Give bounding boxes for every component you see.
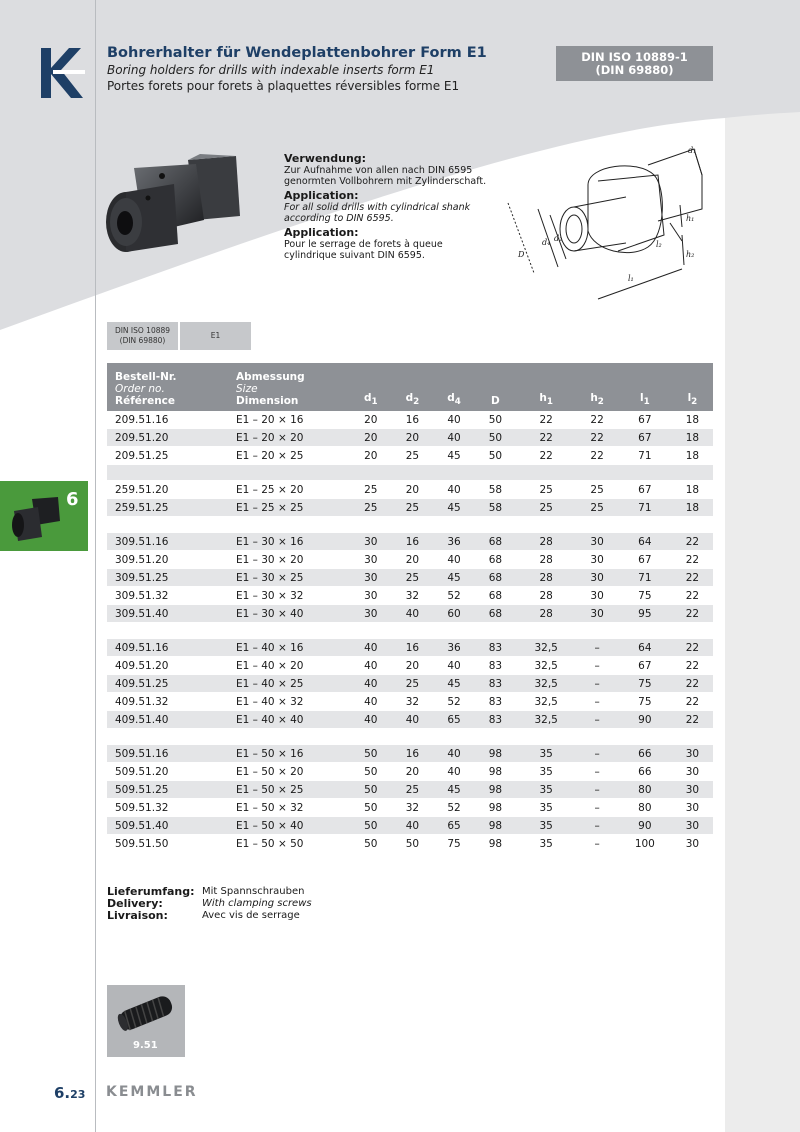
- value-cell: 50: [475, 411, 516, 429]
- value-cell: 20: [392, 481, 434, 499]
- value-cell: 32,5: [516, 675, 576, 693]
- margin-line: [95, 0, 96, 1132]
- dimension-cell: E1 – 30 × 25: [232, 569, 350, 587]
- order-number-cell: 409.51.20: [107, 657, 232, 675]
- table-row: [107, 763, 713, 781]
- dimension-cell: E1 – 50 × 50: [232, 835, 350, 853]
- accessory-card[interactable]: [107, 985, 185, 1057]
- group-spacer: [107, 465, 713, 481]
- value-cell: 40: [350, 657, 392, 675]
- svg-text:D: D: [518, 250, 525, 259]
- value-cell: 71: [618, 499, 672, 517]
- value-cell: 100: [618, 835, 672, 853]
- value-cell: 25: [392, 675, 434, 693]
- value-cell: 64: [618, 533, 672, 551]
- value-cell: –: [576, 835, 618, 853]
- value-cell: 22: [672, 657, 713, 675]
- header-order-no: Bestell-Nr. Order no. Référence: [107, 363, 232, 411]
- value-cell: 36: [433, 639, 475, 657]
- value-cell: 98: [475, 745, 516, 763]
- value-cell: 18: [672, 411, 713, 429]
- value-cell: 20: [392, 763, 434, 781]
- value-cell: –: [576, 799, 618, 817]
- dimension-cell: E1 – 50 × 40: [232, 817, 350, 835]
- value-cell: 30: [672, 763, 713, 781]
- value-cell: 68: [475, 551, 516, 569]
- value-cell: 22: [576, 447, 618, 465]
- value-cell: 28: [516, 551, 576, 569]
- value-cell: 50: [475, 429, 516, 447]
- header-dimension: Abmessung Size Dimension: [232, 363, 350, 411]
- table-row: [107, 551, 713, 569]
- delivery-label-english: Delivery:: [107, 897, 163, 910]
- value-cell: 40: [350, 675, 392, 693]
- value-cell: 83: [475, 657, 516, 675]
- order-number-cell: 309.51.25: [107, 569, 232, 587]
- form-box: E1: [180, 322, 251, 350]
- table-row: [107, 587, 713, 605]
- value-cell: 95: [618, 605, 672, 623]
- group-spacer: [107, 517, 713, 533]
- value-cell: 30: [350, 569, 392, 587]
- value-cell: 40: [392, 605, 434, 623]
- table-row: [107, 835, 713, 853]
- dimension-cell: E1 – 40 × 32: [232, 693, 350, 711]
- value-cell: 67: [618, 481, 672, 499]
- value-cell: 40: [433, 481, 475, 499]
- usage-heading-german: Verwendung:: [284, 152, 367, 165]
- value-cell: 25: [392, 499, 434, 517]
- dimension-cell: E1 – 25 × 25: [232, 499, 350, 517]
- order-number-cell: 409.51.16: [107, 639, 232, 657]
- delivery-label-german: Lieferumfang:: [107, 885, 195, 898]
- value-cell: 22: [672, 533, 713, 551]
- dimension-cell: E1 – 30 × 16: [232, 533, 350, 551]
- value-cell: 36: [433, 533, 475, 551]
- title-english: Boring holders for drills with indexable inserts form E1: [107, 63, 435, 77]
- value-cell: 25: [576, 481, 618, 499]
- kemmler-k-logo-icon: [39, 46, 85, 100]
- dimension-cell: E1 – 50 × 32: [232, 799, 350, 817]
- value-cell: 28: [516, 569, 576, 587]
- value-cell: 18: [672, 481, 713, 499]
- standard-line2: (DIN 69880): [119, 336, 166, 345]
- value-cell: 83: [475, 693, 516, 711]
- value-cell: 22: [672, 605, 713, 623]
- header-D: D: [475, 363, 516, 411]
- value-cell: 16: [392, 533, 434, 551]
- dimension-cell: E1 – 20 × 16: [232, 411, 350, 429]
- svg-text:l₁: l₁: [628, 274, 634, 283]
- specification-table: [107, 363, 713, 853]
- value-cell: 75: [618, 675, 672, 693]
- table-row: [107, 675, 713, 693]
- table-row: [107, 781, 713, 799]
- value-cell: 67: [618, 657, 672, 675]
- value-cell: 32,5: [516, 711, 576, 729]
- table-row: [107, 429, 713, 447]
- order-number-cell: 309.51.20: [107, 551, 232, 569]
- value-cell: 67: [618, 411, 672, 429]
- value-cell: –: [576, 657, 618, 675]
- value-cell: 35: [516, 763, 576, 781]
- din-line1: DIN ISO 10889-1: [581, 49, 688, 64]
- dimension-cell: E1 – 40 × 25: [232, 675, 350, 693]
- value-cell: 35: [516, 835, 576, 853]
- value-cell: 98: [475, 799, 516, 817]
- value-cell: –: [576, 817, 618, 835]
- value-cell: 60: [433, 605, 475, 623]
- order-number-cell: 509.51.25: [107, 781, 232, 799]
- value-cell: 66: [618, 763, 672, 781]
- value-cell: 20: [392, 429, 434, 447]
- table-row: [107, 605, 713, 623]
- value-cell: 16: [392, 745, 434, 763]
- value-cell: 75: [433, 835, 475, 853]
- value-cell: 30: [576, 587, 618, 605]
- delivery-value-english: With clamping screws: [202, 898, 312, 909]
- header-d1: $d_1$: [350, 363, 392, 411]
- title-french: Portes forets pour forets à plaquettes réversibles forme E1: [107, 79, 460, 93]
- order-number-cell: 209.51.25: [107, 447, 232, 465]
- value-cell: 68: [475, 587, 516, 605]
- value-cell: 22: [672, 711, 713, 729]
- order-number-cell: 509.51.20: [107, 763, 232, 781]
- order-number-cell: 509.51.16: [107, 745, 232, 763]
- table-row: [107, 447, 713, 465]
- value-cell: 50: [475, 447, 516, 465]
- dimension-cell: E1 – 40 × 20: [232, 657, 350, 675]
- value-cell: 30: [576, 605, 618, 623]
- value-cell: 98: [475, 763, 516, 781]
- order-number-cell: 409.51.32: [107, 693, 232, 711]
- value-cell: 25: [516, 499, 576, 517]
- technical-drawing-icon: [498, 135, 720, 305]
- value-cell: 65: [433, 711, 475, 729]
- order-number-cell: 309.51.16: [107, 533, 232, 551]
- order-number-cell: 409.51.25: [107, 675, 232, 693]
- value-cell: 20: [350, 429, 392, 447]
- value-cell: 30: [672, 835, 713, 853]
- value-cell: 67: [618, 429, 672, 447]
- dimension-cell: E1 – 30 × 20: [232, 551, 350, 569]
- value-cell: 18: [672, 499, 713, 517]
- svg-text:h₂: h₂: [686, 250, 695, 259]
- value-cell: –: [576, 781, 618, 799]
- table-row: [107, 411, 713, 429]
- value-cell: 22: [516, 429, 576, 447]
- value-cell: 30: [576, 569, 618, 587]
- value-cell: 22: [576, 411, 618, 429]
- table-row: [107, 745, 713, 763]
- value-cell: 25: [516, 481, 576, 499]
- group-spacer: [107, 623, 713, 639]
- value-cell: 22: [576, 429, 618, 447]
- title-block: [107, 44, 547, 94]
- usage-text-french: Pour le serrage de forets à queue cylindrique suivant DIN 6595.: [284, 239, 443, 261]
- value-cell: 32: [392, 587, 434, 605]
- value-cell: –: [576, 693, 618, 711]
- value-cell: 32: [392, 799, 434, 817]
- clamping-screw-icon: [107, 985, 185, 1041]
- value-cell: 52: [433, 587, 475, 605]
- usage-heading-english: Application:: [284, 189, 359, 202]
- value-cell: 30: [576, 533, 618, 551]
- order-number-cell: 509.51.50: [107, 835, 232, 853]
- value-cell: 40: [433, 551, 475, 569]
- value-cell: 20: [392, 551, 434, 569]
- section-tab[interactable]: [0, 481, 88, 551]
- value-cell: 35: [516, 745, 576, 763]
- value-cell: 20: [392, 657, 434, 675]
- page-number: 6.23: [54, 1084, 86, 1102]
- value-cell: –: [576, 639, 618, 657]
- order-number-cell: 409.51.40: [107, 711, 232, 729]
- dimension-cell: E1 – 40 × 40: [232, 711, 350, 729]
- value-cell: 80: [618, 781, 672, 799]
- delivery-label-french: Livraison:: [107, 909, 168, 922]
- dimension-cell: E1 – 40 × 16: [232, 639, 350, 657]
- value-cell: 30: [350, 533, 392, 551]
- usage-heading-french: Application:: [284, 226, 359, 239]
- order-number-cell: 259.51.25: [107, 499, 232, 517]
- order-number-cell: 309.51.40: [107, 605, 232, 623]
- usage-text-english: For all solid drills with cylindrical shank according to DIN 6595.: [284, 202, 471, 224]
- dimension-cell: E1 – 30 × 32: [232, 587, 350, 605]
- table-row: [107, 711, 713, 729]
- dimension-cell: E1 – 30 × 40: [232, 605, 350, 623]
- accessory-label: 9.51: [133, 1040, 158, 1051]
- value-cell: 25: [350, 481, 392, 499]
- value-cell: 20: [350, 447, 392, 465]
- value-cell: 22: [672, 551, 713, 569]
- header-l2: $l_2$: [672, 363, 713, 411]
- value-cell: –: [576, 745, 618, 763]
- boring-holder-photo-icon: [104, 150, 244, 260]
- table-header-row: [107, 363, 713, 411]
- value-cell: 40: [392, 711, 434, 729]
- value-cell: –: [576, 711, 618, 729]
- value-cell: 28: [516, 533, 576, 551]
- value-cell: 50: [350, 745, 392, 763]
- value-cell: 58: [475, 499, 516, 517]
- value-cell: 75: [618, 587, 672, 605]
- order-number-cell: 209.51.16: [107, 411, 232, 429]
- value-cell: 50: [350, 763, 392, 781]
- standard-box: [107, 322, 178, 350]
- value-cell: 67: [618, 551, 672, 569]
- value-cell: 16: [392, 411, 434, 429]
- value-cell: 98: [475, 781, 516, 799]
- dimension-cell: E1 – 50 × 16: [232, 745, 350, 763]
- value-cell: 18: [672, 429, 713, 447]
- value-cell: 35: [516, 799, 576, 817]
- value-cell: 32,5: [516, 657, 576, 675]
- value-cell: 30: [672, 781, 713, 799]
- brand-name: KEMMLER: [106, 1084, 198, 1100]
- value-cell: 83: [475, 711, 516, 729]
- value-cell: 66: [618, 745, 672, 763]
- value-cell: 22: [672, 675, 713, 693]
- section-number: 6: [66, 489, 79, 510]
- value-cell: 45: [433, 781, 475, 799]
- value-cell: 40: [433, 657, 475, 675]
- value-cell: 30: [350, 551, 392, 569]
- table-body: [107, 411, 713, 853]
- value-cell: 68: [475, 533, 516, 551]
- svg-text:d₁: d₁: [688, 146, 697, 155]
- value-cell: 98: [475, 817, 516, 835]
- value-cell: 40: [433, 745, 475, 763]
- value-cell: 40: [433, 411, 475, 429]
- value-cell: 22: [672, 569, 713, 587]
- value-cell: 45: [433, 447, 475, 465]
- value-cell: –: [576, 675, 618, 693]
- table-row: [107, 481, 713, 499]
- svg-text:l₂: l₂: [656, 240, 662, 249]
- group-spacer: [107, 729, 713, 745]
- value-cell: 64: [618, 639, 672, 657]
- value-cell: 40: [350, 639, 392, 657]
- header-l1: $l_1$: [618, 363, 672, 411]
- value-cell: 32,5: [516, 639, 576, 657]
- dimension-cell: E1 – 25 × 20: [232, 481, 350, 499]
- value-cell: 30: [672, 745, 713, 763]
- title-german: Bohrerhalter für Wendeplattenbohrer Form E1: [107, 45, 487, 61]
- table-row: [107, 639, 713, 657]
- table-row: [107, 693, 713, 711]
- value-cell: 28: [516, 587, 576, 605]
- din-standard-badge: [556, 46, 713, 81]
- value-cell: 16: [392, 639, 434, 657]
- table-row: [107, 569, 713, 587]
- value-cell: 35: [516, 781, 576, 799]
- value-cell: 22: [672, 693, 713, 711]
- value-cell: 50: [350, 817, 392, 835]
- value-cell: 40: [350, 711, 392, 729]
- table-row: [107, 533, 713, 551]
- value-cell: 22: [672, 639, 713, 657]
- value-cell: 68: [475, 605, 516, 623]
- order-number-cell: 509.51.40: [107, 817, 232, 835]
- value-cell: 75: [618, 693, 672, 711]
- value-cell: 58: [475, 481, 516, 499]
- value-cell: 45: [433, 675, 475, 693]
- standard-line1: DIN ISO 10889: [114, 326, 171, 335]
- value-cell: 22: [672, 587, 713, 605]
- header-h1: $h_1$: [516, 363, 576, 411]
- value-cell: 71: [618, 569, 672, 587]
- value-cell: 30: [576, 551, 618, 569]
- value-cell: 45: [433, 499, 475, 517]
- value-cell: 50: [350, 835, 392, 853]
- value-cell: 83: [475, 639, 516, 657]
- table-row: [107, 657, 713, 675]
- value-cell: 50: [350, 781, 392, 799]
- svg-text:d₄: d₄: [542, 238, 551, 247]
- value-cell: 25: [392, 447, 434, 465]
- dimension-cell: E1 – 50 × 20: [232, 763, 350, 781]
- table-row: [107, 499, 713, 517]
- value-cell: 90: [618, 817, 672, 835]
- value-cell: 65: [433, 817, 475, 835]
- header-h2: $h_2$: [576, 363, 618, 411]
- dimension-cell: E1 – 20 × 20: [232, 429, 350, 447]
- value-cell: 90: [618, 711, 672, 729]
- header-d4: $d_4$: [433, 363, 475, 411]
- value-cell: 30: [672, 817, 713, 835]
- usage-text-german: Zur Aufnahme von allen nach DIN 6595 genormten Vollbohrern mit Zylinderschaft.: [284, 165, 487, 187]
- value-cell: 28: [516, 605, 576, 623]
- value-cell: 40: [350, 693, 392, 711]
- delivery-value-german: Mit Spannschrauben: [202, 886, 305, 897]
- value-cell: 52: [433, 799, 475, 817]
- value-cell: 25: [576, 499, 618, 517]
- dimension-cell: E1 – 50 × 25: [232, 781, 350, 799]
- din-line2: (DIN 69880): [595, 62, 674, 77]
- value-cell: 30: [350, 605, 392, 623]
- order-number-cell: 509.51.32: [107, 799, 232, 817]
- value-cell: 80: [618, 799, 672, 817]
- order-number-cell: 209.51.20: [107, 429, 232, 447]
- value-cell: 83: [475, 675, 516, 693]
- value-cell: 50: [350, 799, 392, 817]
- usage-section: [284, 152, 494, 261]
- value-cell: 25: [350, 499, 392, 517]
- value-cell: 98: [475, 835, 516, 853]
- value-cell: 45: [433, 569, 475, 587]
- value-cell: 50: [392, 835, 434, 853]
- value-cell: 40: [392, 817, 434, 835]
- value-cell: 25: [392, 569, 434, 587]
- delivery-value-french: Avec vis de serrage: [202, 910, 300, 921]
- value-cell: 25: [392, 781, 434, 799]
- table-row: [107, 817, 713, 835]
- order-number-cell: 259.51.20: [107, 481, 232, 499]
- value-cell: 32: [392, 693, 434, 711]
- value-cell: 30: [672, 799, 713, 817]
- value-cell: –: [576, 763, 618, 781]
- table-row: [107, 799, 713, 817]
- svg-text:d₂: d₂: [554, 234, 563, 243]
- value-cell: 71: [618, 447, 672, 465]
- dimension-cell: E1 – 20 × 25: [232, 447, 350, 465]
- value-cell: 22: [516, 411, 576, 429]
- value-cell: 20: [350, 411, 392, 429]
- value-cell: 68: [475, 569, 516, 587]
- value-cell: 52: [433, 693, 475, 711]
- tool-holder-thumbnail-icon: [8, 491, 64, 543]
- value-cell: 40: [433, 763, 475, 781]
- header-d2: $d_2$: [392, 363, 434, 411]
- value-cell: 22: [516, 447, 576, 465]
- svg-text:h₁: h₁: [686, 214, 695, 223]
- value-cell: 18: [672, 447, 713, 465]
- value-cell: 30: [350, 587, 392, 605]
- value-cell: 32,5: [516, 693, 576, 711]
- order-number-cell: 309.51.32: [107, 587, 232, 605]
- value-cell: 35: [516, 817, 576, 835]
- value-cell: 40: [433, 429, 475, 447]
